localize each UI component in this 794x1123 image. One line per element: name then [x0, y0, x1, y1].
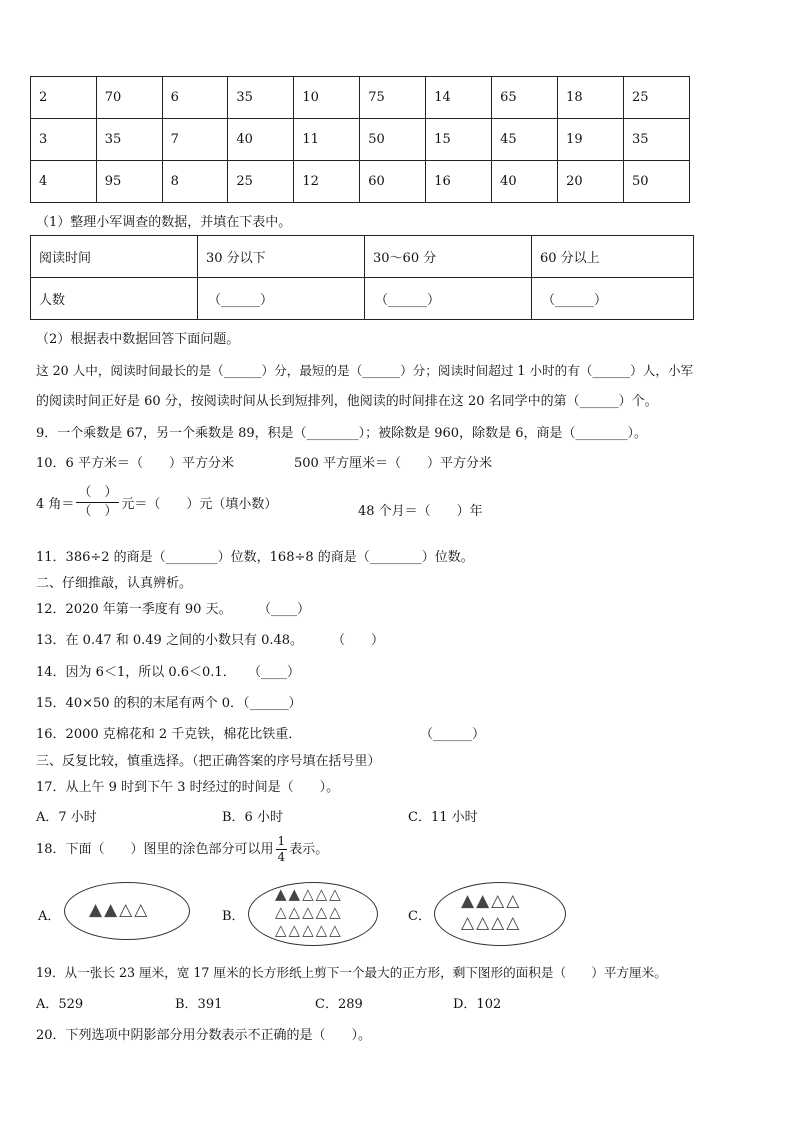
option-b-label[interactable]: B． — [222, 909, 245, 924]
summary-header-cell: 30 分以下 — [198, 236, 365, 278]
table-cell: 14 — [426, 77, 492, 119]
triangles-row: △△△△ — [461, 913, 522, 933]
summary-header-row — [31, 236, 694, 278]
option-d[interactable]: D．102 — [453, 997, 502, 1012]
summary-table — [30, 235, 694, 320]
table-cell: 11 — [294, 119, 360, 161]
table-cell: 35 — [96, 119, 162, 161]
table-cell: 95 — [96, 161, 162, 203]
table-row — [31, 119, 690, 161]
table-cell: 75 — [360, 77, 426, 119]
survey-data-table — [30, 76, 690, 203]
option-c[interactable]: C．289 — [315, 997, 363, 1012]
section-2-heading: 二、仔细推敲，认真辨析。 — [36, 576, 193, 591]
table-cell: 65 — [492, 77, 558, 119]
table-cell: 35 — [624, 119, 690, 161]
question-20: 20．下列选项中阴影部分用分数表示不正确的是（ ）。 — [36, 1028, 372, 1043]
table-cell: 12 — [294, 161, 360, 203]
option-c-figure[interactable] — [434, 882, 566, 946]
triangles-row: ▲▲△△ — [89, 900, 150, 920]
option-a[interactable]: A．529 — [36, 997, 84, 1012]
fraction — [76, 484, 119, 521]
table-cell: 25 — [228, 161, 294, 203]
table-cell: 19 — [558, 119, 624, 161]
table-cell: 20 — [558, 161, 624, 203]
question-9: 9．一个乘数是 67，另一个乘数是 89，积是（________）；被除数是 960，除数是 6，商是（________）。 — [36, 426, 647, 441]
table-cell: 35 — [228, 77, 294, 119]
table-cell: 50 — [360, 119, 426, 161]
table-cell: 18 — [558, 77, 624, 119]
question-17: 17．从上午 9 时到下午 3 时经过的时间是（ ）。 — [36, 780, 340, 795]
question-15: 15．40×50 的积的末尾有两个 0．（______） — [36, 696, 302, 711]
table-cell: 40 — [492, 161, 558, 203]
summary-count-row — [31, 278, 694, 320]
answer-blank[interactable]: （______） — [198, 278, 365, 320]
question-part2-line1: 这 20 人中，阅读时间最长的是（______）分，最短的是（______）分；阅读时间超过 1 小时的有（______）人，小军 — [36, 363, 694, 378]
fraction-denominator: 4 — [277, 850, 286, 864]
question-part2-line2: 的阅读时间正好是 60 分，按阅读时间从长到短排列，他阅读的时间排在这 20 名同学中的第（______）个。 — [36, 394, 658, 409]
answer-blank[interactable]: （______） — [532, 278, 694, 320]
question-10c-prefix: 4 角＝ — [36, 497, 75, 512]
question-10c-suffix: 元＝（ ）元（填小数） — [121, 497, 278, 512]
option-a-label[interactable]: A． — [38, 909, 61, 924]
question-10d: 48 个月＝（ ）年 — [358, 504, 483, 519]
table-cell: 10 — [294, 77, 360, 119]
table-cell: 16 — [426, 161, 492, 203]
table-cell: 7 — [162, 119, 228, 161]
question-16: 16．2000 克棉花和 2 千克铁，棉花比铁重． — [36, 727, 302, 742]
summary-row-label: 人数 — [31, 278, 198, 320]
question-10c — [36, 484, 277, 521]
answer-blank[interactable]: （______） — [365, 278, 532, 320]
question-11: 11．386÷2 的商是（________）位数，168÷8 的商是（________）位数。 — [36, 550, 474, 565]
section-3-heading: 三、反复比较，慎重选择。（把正确答案的序号填在括号里） — [36, 754, 381, 769]
fraction-one-quarter — [276, 834, 288, 865]
triangles-row: △△△△△ — [275, 921, 343, 939]
table-cell: 4 — [31, 161, 97, 203]
table-cell: 25 — [624, 77, 690, 119]
triangles-row: ▲▲△△ — [461, 891, 522, 911]
question-14: 14．因为 6＜1，所以 0.6＜0.1． — [36, 665, 236, 680]
question-part2: （2）根据表中数据回答下面问题。 — [36, 332, 240, 347]
table-cell: 8 — [162, 161, 228, 203]
question-18-suffix: 表示。 — [289, 842, 329, 857]
fraction-denominator[interactable]: （ ） — [78, 504, 118, 519]
question-12: 12．2020 年第一季度有 90 天。 — [36, 602, 232, 617]
summary-header-cell: 60 分以上 — [532, 236, 694, 278]
triangles-row: ▲▲△△△ — [275, 885, 343, 903]
table-row — [31, 161, 690, 203]
option-c-label[interactable]: C． — [408, 909, 431, 924]
question-18-prefix: 18．下面（ ）图里的涂色部分可以用 — [36, 842, 274, 857]
table-row — [31, 77, 690, 119]
option-b[interactable]: B．6 小时 — [222, 810, 283, 825]
table-cell: 2 — [31, 77, 97, 119]
answer-blank[interactable]: （____） — [258, 602, 311, 617]
table-cell: 45 — [492, 119, 558, 161]
triangles-row: △△△△△ — [275, 903, 343, 921]
table-cell: 40 — [228, 119, 294, 161]
table-cell: 60 — [360, 161, 426, 203]
table-cell: 3 — [31, 119, 97, 161]
question-10b: 500 平方厘米＝（ ）平方分米 — [294, 456, 492, 471]
question-18 — [36, 834, 328, 866]
option-a[interactable]: A．7 小时 — [36, 810, 97, 825]
answer-blank[interactable]: （______） — [420, 727, 486, 742]
summary-header-cell: 30～60 分 — [365, 236, 532, 278]
answer-blank[interactable]: （ ） — [332, 633, 385, 648]
table-cell: 50 — [624, 161, 690, 203]
answer-blank[interactable]: （____） — [248, 665, 301, 680]
option-a-figure[interactable] — [64, 882, 190, 940]
table-cell: 15 — [426, 119, 492, 161]
question-part1: （1）整理小军调查的数据，并填在下表中。 — [36, 215, 292, 230]
summary-header-cell: 阅读时间 — [31, 236, 198, 278]
table-cell: 70 — [96, 77, 162, 119]
table-cell: 6 — [162, 77, 228, 119]
fraction-numerator[interactable]: （ ） — [76, 484, 119, 503]
fraction-numerator: 1 — [277, 834, 286, 848]
option-c[interactable]: C．11 小时 — [408, 810, 478, 825]
option-b-figure[interactable] — [248, 882, 378, 946]
option-b[interactable]: B．391 — [175, 997, 223, 1012]
question-10a: 10．6 平方米＝（ ）平方分米 — [36, 456, 234, 471]
question-19: 19．从一张长 23 厘米，宽 17 厘米的长方形纸上剪下一个最大的正方形，剩下图形的面积是（ ）平方厘米。 — [36, 965, 667, 980]
question-13: 13．在 0.47 和 0.49 之间的小数只有 0.48。 — [36, 633, 304, 648]
